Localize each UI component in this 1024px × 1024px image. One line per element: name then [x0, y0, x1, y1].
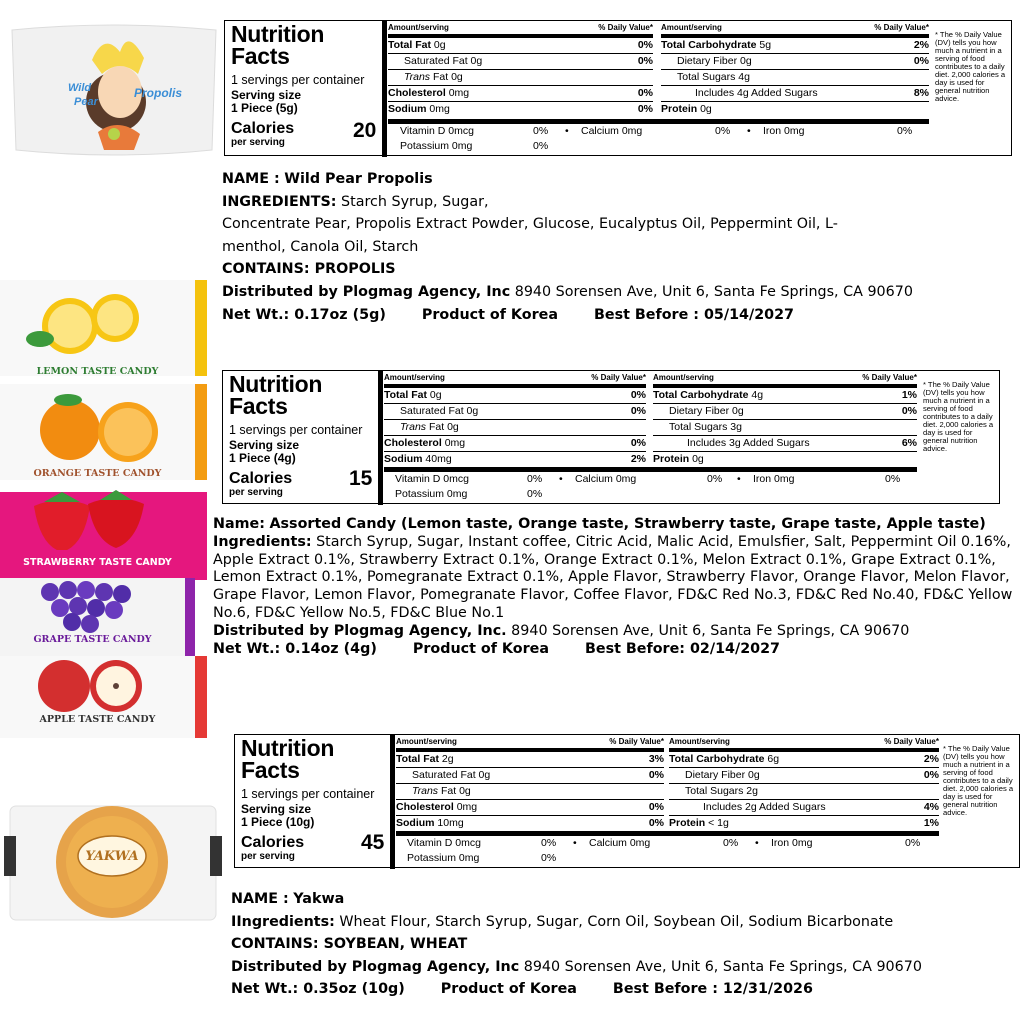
- vitamin-d-pct: 0%: [541, 837, 557, 849]
- calories-per-serving: per serving: [231, 137, 285, 148]
- origin: Product of Korea: [440, 981, 577, 998]
- protein-label: Protein: [653, 453, 690, 465]
- calcium-pct: 0%: [707, 473, 723, 485]
- bullet: •: [755, 837, 759, 849]
- cholesterol-value: 0mg: [444, 437, 466, 449]
- potassium: Potassium 0mg: [400, 140, 473, 152]
- total-sugars-value: 2g: [746, 785, 758, 797]
- serving-size-value: 1 Piece (5g): [231, 101, 298, 115]
- nutrition-facts-label-1: [224, 20, 1012, 156]
- divider: [390, 735, 395, 869]
- iron: Iron 0mg: [753, 473, 795, 485]
- dv-header: % Daily Value*: [598, 23, 653, 32]
- saturated-fat-value: 0g: [466, 405, 479, 417]
- sodium-value: 40mg: [425, 453, 452, 465]
- vitamin-d-pct: 0%: [527, 473, 543, 485]
- divider: [378, 371, 383, 505]
- calories-value: 15: [349, 467, 373, 490]
- grape-icon: [30, 578, 150, 634]
- fiber-value: 0g: [740, 55, 752, 67]
- trans-fat-label: Trans: [412, 785, 439, 797]
- yakwa-pack-text: YAKWA: [85, 849, 139, 864]
- nutrient-column-1: [388, 23, 653, 117]
- best-before: Best Before : 05/14/2027: [593, 306, 794, 323]
- total-fat-pct: 0%: [630, 389, 646, 401]
- orange-icon: [28, 392, 178, 462]
- nutrient-column-2: [653, 373, 917, 467]
- saturated-fat-label: Saturated Fat: [400, 405, 464, 417]
- strawberry-icon: [14, 488, 154, 550]
- total-fat-pct: 3%: [648, 753, 664, 765]
- sodium-pct: 0%: [637, 103, 653, 115]
- protein-value: < 1g: [708, 817, 729, 829]
- fiber-label: Dietary Fiber: [669, 405, 730, 417]
- cholesterol-value: 0mg: [448, 87, 470, 99]
- origin: Product of Korea: [412, 640, 549, 657]
- pack-text-propolis: Propolis: [134, 86, 183, 100]
- saturated-fat-value: 0g: [478, 769, 491, 781]
- total-fat-value: 2g: [441, 753, 454, 765]
- orange-candy-label: ORANGE TASTE CANDY: [33, 468, 162, 479]
- amount-header: Amount/serving: [661, 23, 722, 32]
- iron: Iron 0mg: [771, 837, 813, 849]
- total-sugars-label: Total Sugars: [685, 785, 744, 797]
- fiber-pct: 0%: [923, 769, 939, 781]
- saturated-fat-label: Saturated Fat: [404, 55, 468, 67]
- lemon-candy-wrapper: [0, 280, 207, 376]
- bullet: •: [573, 837, 577, 849]
- fiber-pct: 0%: [913, 55, 929, 67]
- net-weight: Net Wt.: 0.35oz (10g): [231, 981, 405, 998]
- grape-candy-label: GRAPE TASTE CANDY: [33, 634, 152, 645]
- sodium-value: 10mg: [437, 817, 464, 829]
- nutrition-facts-title: Nutrition Facts: [229, 371, 323, 419]
- net-weight: Net Wt.: 0.17oz (5g): [222, 306, 386, 323]
- added-sugars-pct: 6%: [901, 437, 917, 449]
- nutrient-column-2: [661, 23, 929, 117]
- fiber-label: Dietary Fiber: [677, 55, 738, 67]
- bullet: •: [737, 473, 741, 485]
- fiber-label: Dietary Fiber: [685, 769, 746, 781]
- iron-pct: 0%: [897, 125, 913, 137]
- vitamin-d: Vitamin D 0mcg: [407, 837, 481, 849]
- product-3-info: [231, 888, 1011, 1001]
- fiber-pct: 0%: [901, 405, 917, 417]
- total-fat-label: Total Fat: [396, 753, 439, 765]
- dv-footnote: * The % Daily Value (DV) tells you how much a nutrient in a serving of food contributes to a daily diet. 2,000 calories a day is used for general nutrition advice.: [923, 380, 994, 453]
- serving-size-value: 1 Piece (10g): [241, 815, 315, 829]
- pack-text-pear: Pear: [74, 96, 98, 108]
- total-sugars-label: Total Sugars: [669, 421, 728, 433]
- total-fat-label: Total Fat: [384, 389, 427, 401]
- sodium-label: Sodium: [396, 817, 435, 829]
- servings-per-container: 1 servings per container: [229, 423, 363, 437]
- assorted-candy-packages: [0, 280, 205, 738]
- added-sugars-label: Includes 4g Added Sugars: [695, 87, 818, 99]
- product-name: Assorted Candy (Lemon taste, Orange taste, Strawberry taste, Grape taste, Apple taste): [269, 516, 986, 532]
- bullet: •: [559, 473, 563, 485]
- total-carb-label: Total Carbohydrate: [661, 39, 757, 51]
- sodium-pct: 0%: [648, 817, 664, 829]
- cholesterol-pct: 0%: [648, 801, 664, 813]
- cholesterol-label: Cholesterol: [396, 801, 454, 813]
- distributor-label: Distributed by Plogmag Agency, Inc: [231, 958, 520, 975]
- ingredients-line-3: menthol, Canola Oil, Starch: [222, 238, 419, 255]
- distributor-label: Distributed by Plogmag Agency, Inc.: [213, 622, 507, 639]
- cholesterol-pct: 0%: [630, 437, 646, 449]
- potassium: Potassium 0mg: [395, 488, 468, 500]
- divider: [396, 831, 939, 836]
- wild-pear-propolis-package: [8, 22, 220, 157]
- sodium-value: 0mg: [429, 103, 450, 115]
- added-sugars-pct: 4%: [923, 801, 939, 813]
- strawberry-candy-wrapper: [0, 492, 207, 580]
- amount-header: Amount/serving: [653, 373, 714, 382]
- potassium-pct: 0%: [533, 140, 549, 152]
- calories-per-serving: per serving: [229, 487, 283, 498]
- address: 8940 Sorensen Ave, Unit 6, Santa Fe Springs, CA 90670: [511, 622, 910, 639]
- net-weight: Net Wt.: 0.14oz (4g): [213, 640, 377, 657]
- saturated-fat-pct: 0%: [630, 405, 646, 417]
- nutrition-facts-title: Nutrition Facts: [241, 735, 335, 783]
- saturated-fat-pct: 0%: [637, 55, 653, 67]
- added-sugars-label: Includes 2g Added Sugars: [703, 801, 826, 813]
- apple-candy-label: APPLE TASTE CANDY: [39, 714, 156, 725]
- fiber-value: 0g: [732, 405, 744, 417]
- lemon-candy-label: LEMON TASTE CANDY: [36, 366, 159, 377]
- total-fat-pct: 0%: [637, 39, 653, 51]
- nutrition-facts-title: Nutrition Facts: [231, 21, 325, 69]
- ingredients-text: Wheat Flour, Starch Syrup, Sugar, Corn Oil, Soybean Oil, Sodium Bicarbonate: [339, 913, 894, 930]
- protein-value: 0g: [692, 453, 704, 465]
- bullet: •: [747, 125, 751, 137]
- total-carb-pct: 1%: [901, 389, 917, 401]
- total-carb-value: 5g: [759, 39, 772, 51]
- divider: [382, 21, 387, 157]
- divider: [384, 467, 917, 472]
- serving-size-value: 1 Piece (4g): [229, 451, 296, 465]
- nutrient-column-1: [396, 737, 664, 831]
- iron: Iron 0mg: [763, 125, 805, 137]
- origin: Product of Korea: [421, 306, 558, 323]
- apple-icon: [30, 656, 160, 712]
- best-before: Best Before: 02/14/2027: [584, 640, 781, 657]
- contains: CONTAINS: PROPOLIS: [222, 261, 396, 278]
- total-carb-value: 6g: [767, 753, 780, 765]
- wild-pear-propolis-package-art: [8, 22, 220, 157]
- protein-pct: 1%: [923, 817, 939, 829]
- vitamin-d-pct: 0%: [533, 125, 549, 137]
- dv-footnote: * The % Daily Value (DV) tells you how much a nutrient in a serving of food contributes to a daily diet. 2,000 calories a day is used for general nutrition advice.: [935, 30, 1006, 103]
- calcium: Calcium 0mg: [589, 837, 651, 849]
- saturated-fat-label: Saturated Fat: [412, 769, 476, 781]
- name-label: NAME :: [222, 171, 280, 187]
- calcium: Calcium 0mg: [581, 125, 643, 137]
- dv-header: % Daily Value*: [874, 23, 929, 32]
- ingredients-line-1: Starch Syrup, Sugar,: [341, 193, 489, 210]
- total-fat-value: 0g: [429, 389, 442, 401]
- calories-label: Calories: [231, 120, 295, 137]
- calories-label: Calories: [229, 470, 293, 487]
- serving-size-label: Serving size: [241, 802, 312, 816]
- total-carb-pct: 2%: [923, 753, 939, 765]
- amount-header: Amount/serving: [388, 23, 449, 32]
- dv-header: % Daily Value*: [884, 737, 939, 746]
- total-carb-label: Total Carbohydrate: [669, 753, 765, 765]
- ingredients-label: IIngredients:: [231, 913, 335, 930]
- potassium: Potassium 0mg: [407, 852, 480, 864]
- total-fat-value: 0g: [433, 39, 446, 51]
- apple-candy-wrapper: [0, 656, 207, 738]
- strawberry-candy-label: STRAWBERRY TASTE CANDY: [23, 557, 172, 568]
- orange-candy-wrapper: [0, 384, 207, 480]
- ingredients-line-2: Concentrate Pear, Propolis Extract Powder, Glucose, Eucalyptus Oil, Peppermint Oil, L-: [222, 216, 838, 233]
- address: 8940 Sorensen Ave, Unit 6, Santa Fe Springs, CA 90670: [523, 958, 922, 975]
- nutrient-column-2: [669, 737, 939, 831]
- calories-per-serving: per serving: [241, 851, 295, 862]
- pack-text-wild: Wild: [68, 82, 92, 94]
- sodium-pct: 2%: [630, 453, 646, 465]
- protein-label: Protein: [661, 103, 698, 115]
- cholesterol-label: Cholesterol: [384, 437, 442, 449]
- iron-pct: 0%: [885, 473, 901, 485]
- fiber-value: 0g: [748, 769, 760, 781]
- ingredients-label: Ingredients:: [213, 533, 312, 550]
- name-label: Name:: [213, 516, 265, 532]
- product-1-info: [222, 168, 1002, 326]
- total-sugars-label: Total Sugars: [677, 71, 736, 83]
- ingredients-label: INGREDIENTS:: [222, 193, 337, 210]
- servings-per-container: 1 servings per container: [231, 73, 365, 87]
- bullet: •: [565, 125, 569, 137]
- lemon-icon: [20, 284, 170, 354]
- vitamin-d: Vitamin D 0mcg: [395, 473, 469, 485]
- calcium-pct: 0%: [723, 837, 739, 849]
- name-label: NAME :: [231, 891, 289, 907]
- saturated-fat-value: 0g: [470, 55, 483, 67]
- best-before: Best Before : 12/31/2026: [612, 981, 813, 998]
- added-sugars-label: Includes 3g Added Sugars: [687, 437, 810, 449]
- trans-fat-value: Fat 0g: [432, 71, 463, 83]
- total-fat-label: Total Fat: [388, 39, 431, 51]
- servings-per-container: 1 servings per container: [241, 787, 375, 801]
- protein-label: Protein: [669, 817, 706, 829]
- serving-size-label: Serving size: [231, 88, 302, 102]
- address: 8940 Sorensen Ave, Unit 6, Santa Fe Springs, CA 90670: [514, 283, 913, 300]
- calcium: Calcium 0mg: [575, 473, 637, 485]
- potassium-pct: 0%: [527, 488, 543, 500]
- nutrition-facts-label-3: [234, 734, 1020, 868]
- amount-header: Amount/serving: [384, 373, 445, 382]
- added-sugars-pct: 8%: [913, 87, 929, 99]
- cholesterol-label: Cholesterol: [388, 87, 446, 99]
- calories-value: 20: [353, 119, 377, 142]
- sodium-label: Sodium: [388, 103, 427, 115]
- dv-header: % Daily Value*: [591, 373, 646, 382]
- total-carb-label: Total Carbohydrate: [653, 389, 749, 401]
- nutrient-column-1: [384, 373, 646, 467]
- amount-header: Amount/serving: [396, 737, 457, 746]
- calories-value: 45: [361, 831, 385, 854]
- product-name: Yakwa: [293, 891, 345, 907]
- amount-header: Amount/serving: [669, 737, 730, 746]
- trans-fat-value: Fat 0g: [428, 421, 459, 433]
- distributor-label: Distributed by Plogmag Agency, Inc: [222, 283, 511, 300]
- cholesterol-pct: 0%: [637, 87, 653, 99]
- dv-footnote: * The % Daily Value (DV) tells you how much a nutrient in a serving of food contributes to a daily diet. 2,000 calories a day is used for general nutrition advice.: [943, 744, 1014, 817]
- ingredients-text: Starch Syrup, Sugar, Instant coffee, Citric Acid, Malic Acid, Emulsfier, Salt, Peppermint Oil 0.16%, Apple Extract 0.1%, Strawberry Extract 0.1%, Orange Extract 0.1%, Melon Extract 0.1%, Grape Extract 0.1%, Lemon Extract 0.1%, Pomegranate Extract 0.1%, Apple Flavor, Strawberry Flavor, Orange Flavor, Melon Flavor, Grape Flavor, Lemon Flavor, Pomegranate Flavor, Coffee Flavor, FD&C Red No.3, FD&C Red No.40, FD&C Yellow No.6, FD&C Yellow No.5, FD&C Blue No.1: [213, 533, 1013, 621]
- total-sugars-value: 4g: [738, 71, 750, 83]
- serving-size-label: Serving size: [229, 438, 300, 452]
- trans-fat-label: Trans: [400, 421, 427, 433]
- yakwa-package: [4, 796, 222, 930]
- product-name: Wild Pear Propolis: [284, 171, 433, 187]
- total-carb-pct: 2%: [913, 39, 929, 51]
- divider: [388, 119, 929, 124]
- cholesterol-value: 0mg: [456, 801, 478, 813]
- calcium-pct: 0%: [715, 125, 731, 137]
- sodium-label: Sodium: [384, 453, 423, 465]
- product-2-info: [213, 516, 1013, 658]
- trans-fat-label: Trans: [404, 71, 431, 83]
- saturated-fat-pct: 0%: [648, 769, 664, 781]
- total-sugars-value: 3g: [730, 421, 742, 433]
- protein-value: 0g: [700, 103, 712, 115]
- calories-label: Calories: [241, 834, 305, 851]
- potassium-pct: 0%: [541, 852, 557, 864]
- trans-fat-value: Fat 0g: [440, 785, 471, 797]
- total-carb-value: 4g: [751, 389, 764, 401]
- grape-candy-wrapper: [0, 578, 195, 662]
- nutrition-facts-label-2: [222, 370, 1000, 504]
- iron-pct: 0%: [905, 837, 921, 849]
- dv-header: % Daily Value*: [609, 737, 664, 746]
- dv-header: % Daily Value*: [862, 373, 917, 382]
- contains: CONTAINS: SOYBEAN, WHEAT: [231, 936, 468, 953]
- vitamin-d: Vitamin D 0mcg: [400, 125, 474, 137]
